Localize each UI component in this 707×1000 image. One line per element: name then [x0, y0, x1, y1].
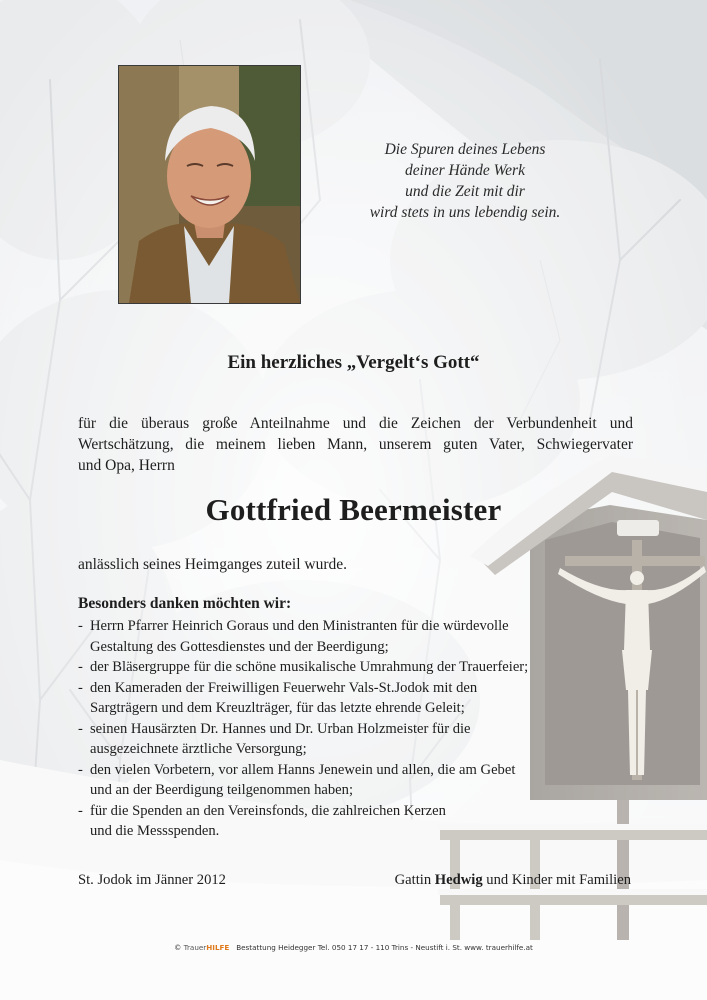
list-item-text: den Kameraden der Freiwilligen Feuerwehr Vals-St.Jodok mit den: [90, 679, 478, 696]
occasion-text: anlässlich seines Heimganges zuteil wurde.: [78, 556, 348, 573]
intro-line: Wertschätzung, die meinem lieben Mann, unserem guten Vater, Schwiegervater: [78, 436, 633, 453]
family-suffix: und Kinder mit Familien: [486, 872, 631, 888]
footer-contact: Bestattung Heidegger Tel. 050 17 17 - 110 Trins - Neustift i. St. www. trauerhilfe.at: [236, 943, 533, 952]
list-item: [78, 657, 638, 678]
deceased-name: Gottfried Beermeister: [205, 492, 502, 527]
family-prefix: Gattin: [394, 872, 432, 888]
list-item-text: für die Spenden an den Vereinsfonds, die zahlreichen Kerzen: [90, 802, 446, 819]
list-item-text: seinen Hausärzten Dr. Hannes und Dr. Urban Holzmeister für die: [90, 720, 471, 737]
list-item-text: Sargträgern und dem Kreuzlträger, für das letzte ehrende Geleit;: [90, 700, 465, 716]
intro-paragraph: [78, 413, 633, 476]
list-item-text: Herrn Pfarrer Heinrich Goraus und den Ministranten für die würdevolle: [90, 618, 509, 634]
portrait-photo: [118, 65, 301, 304]
widow-name: Hedwig: [434, 872, 483, 888]
list-item-text: und die Messspenden.: [90, 823, 220, 839]
memorial-poem: [320, 139, 610, 223]
poem-line: und die Zeit mit dir: [405, 183, 525, 200]
list-dash: -: [78, 679, 83, 696]
poem-line: deiner Hände Werk: [405, 162, 525, 179]
place-date: St. Jodok im Jänner 2012: [78, 872, 226, 888]
list-item: [78, 760, 638, 801]
thank-you-heading: Ein herzliches „Vergelt‘s Gott“: [227, 352, 480, 373]
list-item: [78, 678, 638, 719]
brand-trauer: Trauer: [183, 943, 207, 952]
list-item: [78, 719, 638, 760]
list-dash: -: [78, 618, 83, 634]
list-item-text: den vielen Vorbetern, vor allem Hanns Jenewein und allen, die am Gebet: [90, 761, 516, 778]
list-item-text: und an der Beerdigung teilgenommen haben;: [90, 782, 354, 798]
list-item: [78, 616, 638, 657]
intro-line: und Opa, Herrn: [78, 457, 175, 474]
brand-hilfe: HILFE: [206, 943, 230, 952]
poem-line: Die Spuren deines Lebens: [384, 141, 546, 158]
list-item-text: Gestaltung des Gottesdienstes und der Beerdigung;: [90, 638, 389, 655]
footer-imprint: [0, 943, 707, 952]
list-item: [78, 801, 638, 842]
list-dash: -: [78, 802, 83, 819]
list-item-text: der Bläsergruppe für die schöne musikalische Umrahmung der Trauerfeier;: [90, 659, 529, 675]
list-item-text: ausgezeichnete ärztliche Versorgung;: [90, 741, 307, 757]
thanks-list: [78, 616, 638, 842]
thanks-title: Besonders danken möchten wir:: [78, 595, 292, 612]
copyright-symbol: ©: [174, 943, 182, 952]
family-signature: [395, 872, 631, 889]
list-dash: -: [78, 659, 83, 675]
list-dash: -: [78, 761, 83, 778]
intro-line: für die überaus große Anteilnahme und die Zeichen der Verbundenheit und: [78, 415, 633, 432]
poem-line: wird stets in uns lebendig sein.: [369, 204, 561, 221]
list-dash: -: [78, 720, 83, 737]
